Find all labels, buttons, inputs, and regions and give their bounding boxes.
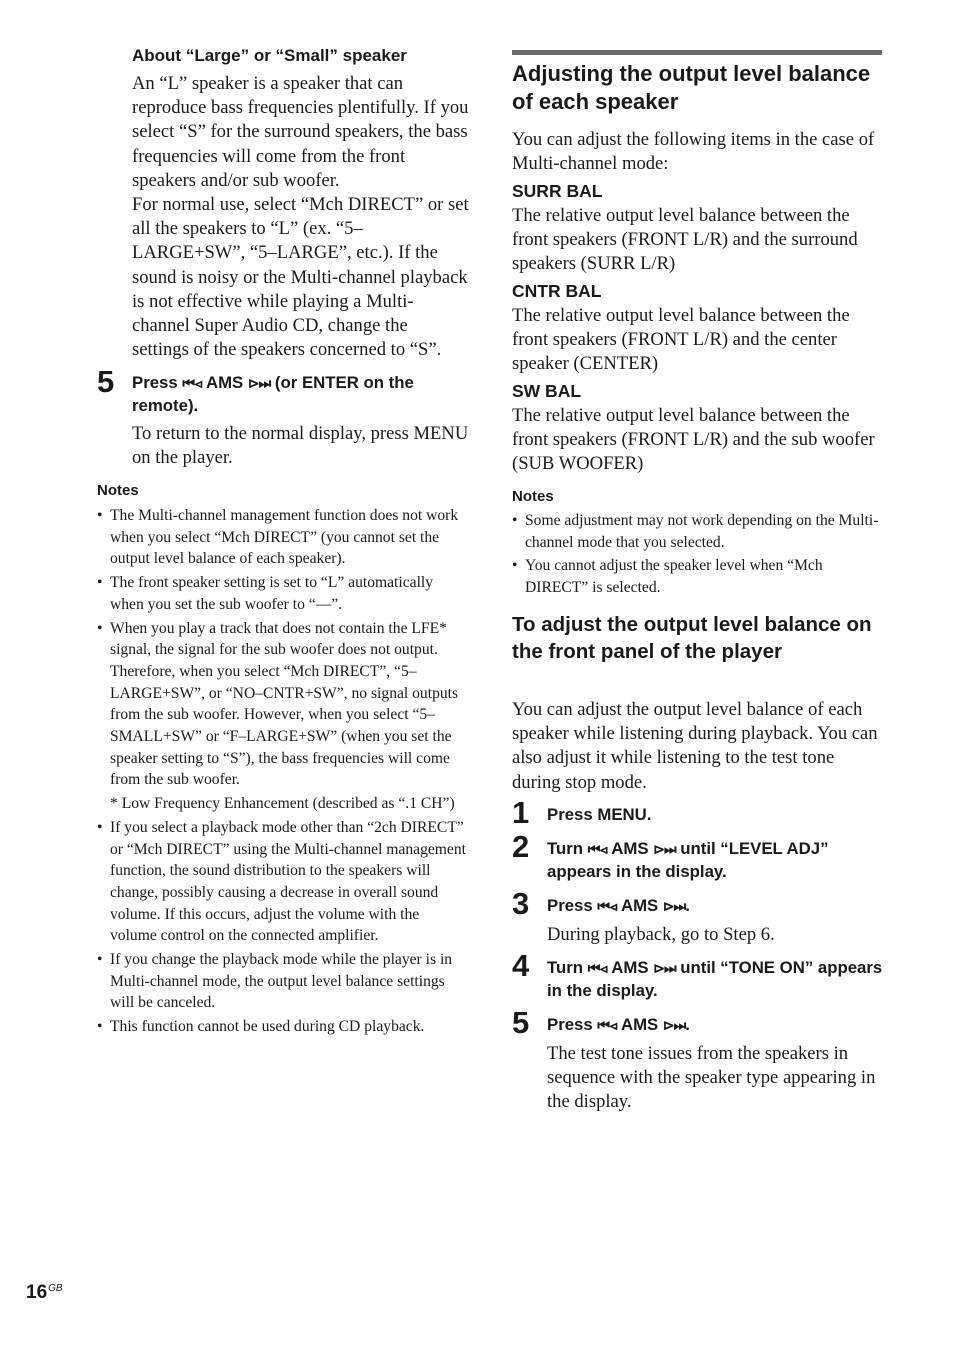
intro-paragraph: You can adjust the following items in the case of Multi-channel mode: <box>512 129 875 175</box>
page-number: $16^{GB}$ <box>26 1282 63 1303</box>
desc-sw-bal: The relative output level balance between the front speakers (FRONT L/R) and the sub woofer (SUB WOOFER) <box>512 405 875 475</box>
bullet-icon: • <box>97 507 103 524</box>
next-ams-icon: ⊳⏭ <box>653 841 676 857</box>
desc-surr-bal: The relative output level balance between the front speakers (FRONT L/R) and the surround speakers (SURR L/R) <box>512 205 858 275</box>
note-item: • Some adjustment may not work depending on the Multi-channel mode that you selected. <box>512 512 879 551</box>
prev-ams-icon: ⏮⊲ <box>587 841 608 857</box>
bullet-icon: • <box>97 951 103 969</box>
next-ams-icon: ⊳⏭ <box>662 1017 686 1033</box>
term-surr-bal: SURR BAL <box>512 181 603 201</box>
step-number: 1 <box>512 795 530 830</box>
step-number: 5 <box>512 1005 530 1040</box>
step-number: 5 <box>97 364 115 399</box>
notes-heading: Notes <box>512 488 554 505</box>
bullet-icon: • <box>97 1018 103 1036</box>
notes-heading: Notes <box>97 482 139 499</box>
step-body: To return to the normal display, press MENU on the player. <box>132 423 469 469</box>
step-number: 4 <box>512 948 530 983</box>
step-number: 2 <box>512 829 530 864</box>
step-text-ams: AMS <box>201 373 248 392</box>
note-item: • You cannot adjust the speaker level when “Mch DIRECT” is selected. <box>512 557 823 597</box>
prev-ams-icon: ⏮⊲ <box>597 1017 617 1033</box>
note-item: • If you select a playback mode other than “2ch DIRECT” or “Mch DIRECT” using the Multi-channel management function, the sound distribution to the speakers will change, possibly causing a decrease in overall sound volume. If this occurs, adjust the volume with the volume control on the connected amplifier. <box>97 818 466 945</box>
step-instruction: Turn ⏮⊲ AMS ⊳⏭ until “LEVEL ADJ” appears in the display. <box>547 839 829 881</box>
bullet-icon: • <box>97 574 103 592</box>
step-instruction: Press ⏮⊲ AMS ⊳⏭. <box>547 1015 690 1034</box>
step-body: During playback, go to Step 6. <box>547 924 775 945</box>
paragraph-l-speaker: An “L” speaker is a speaker that can reproduce bass frequencies plentifully. If you select “S” for the surround speakers, the bass frequencies will come from the front speakers and/or sub woofer. <box>132 73 469 191</box>
note-item: • When you play a track that does not contain the LFE* signal, the signal for the sub woofer does not output. Therefore, when you select “Mch DIRECT”, “5–LARGE+SW”, or “NO–CNTR+SW”, no signal outputs from the sub woofer. However, when you select “5–SMALL+SW” or “F–LARGE+SW” (when you set the speaker setting to “S”), the bass frequencies will come from the sub woofer. <box>97 619 459 789</box>
bullet-icon: • <box>97 619 103 637</box>
step-instruction: Turn ⏮⊲ AMS ⊳⏭ until “TONE ON” appears in the display. <box>547 958 883 1000</box>
step-body: The test tone issues from the speakers in sequence with the speaker type appearing in the display. <box>547 1043 876 1113</box>
subheading-large-small: About “Large” or “Small” speaker <box>132 46 407 65</box>
step-instruction: Press ⏮⊲ AMS ⊳⏭. <box>547 896 690 915</box>
note-item: • If you change the playback mode while the player is in Multi-channel mode, the output level balance settings will be canceled. <box>97 951 453 1012</box>
paragraph-normal-use: For normal use, select “Mch DIRECT” or set all the speakers to “L” (ex. “5–LARGE+SW”, “5–LARGE”, etc.). If the sound is noisy or the Multi-channel playback is not effective while playing a Multi-channel Super Audio CD, change the settings of the speakers concerned to “S”. <box>132 194 469 361</box>
step-text-pre: Press <box>132 373 183 392</box>
subsection-heading: To adjust the output level balance on the front panel of the player <box>512 613 872 663</box>
prev-ams-icon: ⏮⊲ <box>182 375 202 391</box>
bullet-icon: • <box>512 557 518 575</box>
notes-list <box>97 505 469 1040</box>
bullet-icon: • <box>512 512 518 529</box>
page-suffix: GB <box>48 1283 63 1294</box>
term-sw-bal: SW BAL <box>512 381 582 401</box>
section-heading: Adjusting the output level balance of each speaker <box>512 61 871 114</box>
term-cntr-bal: CNTR BAL <box>512 281 602 301</box>
note-item: • This function cannot be used during CD playback. <box>97 1016 469 1038</box>
subsection-intro: You can adjust the output level balance of each speaker while listening during playback. You can also adjust it while listening to the test tone during stop mode. <box>512 699 878 793</box>
step-text-post: (or ENTER on the remote). <box>132 373 414 415</box>
prev-ams-icon: ⏮⊲ <box>587 960 608 976</box>
next-ams-icon: ⊳⏭ <box>247 375 271 391</box>
step-instruction <box>132 372 469 417</box>
note-item: • The front speaker setting is set to “L” automatically when you set the sub woofer to “—”. <box>97 574 434 613</box>
prev-ams-icon: ⏮⊲ <box>597 898 617 914</box>
next-ams-icon: ⊳⏭ <box>653 960 676 976</box>
footnote: * Low Frequency Enhancement (described as “.1 CH”) <box>110 795 455 813</box>
section-rule <box>512 50 882 55</box>
bullet-icon: • <box>97 818 103 836</box>
step-number: 3 <box>512 886 530 921</box>
notes-list <box>512 510 884 601</box>
next-ams-icon: ⊳⏭ <box>662 898 686 914</box>
step-instruction: Press MENU. <box>547 805 652 824</box>
note-item: • The Multi-channel management function does not work when you select “Mch DIRECT” (you cannot set the output level balance of each speaker). <box>97 507 459 568</box>
desc-cntr-bal: The relative output level balance between the front speakers (FRONT L/R) and the center speaker (CENTER) <box>512 305 850 375</box>
